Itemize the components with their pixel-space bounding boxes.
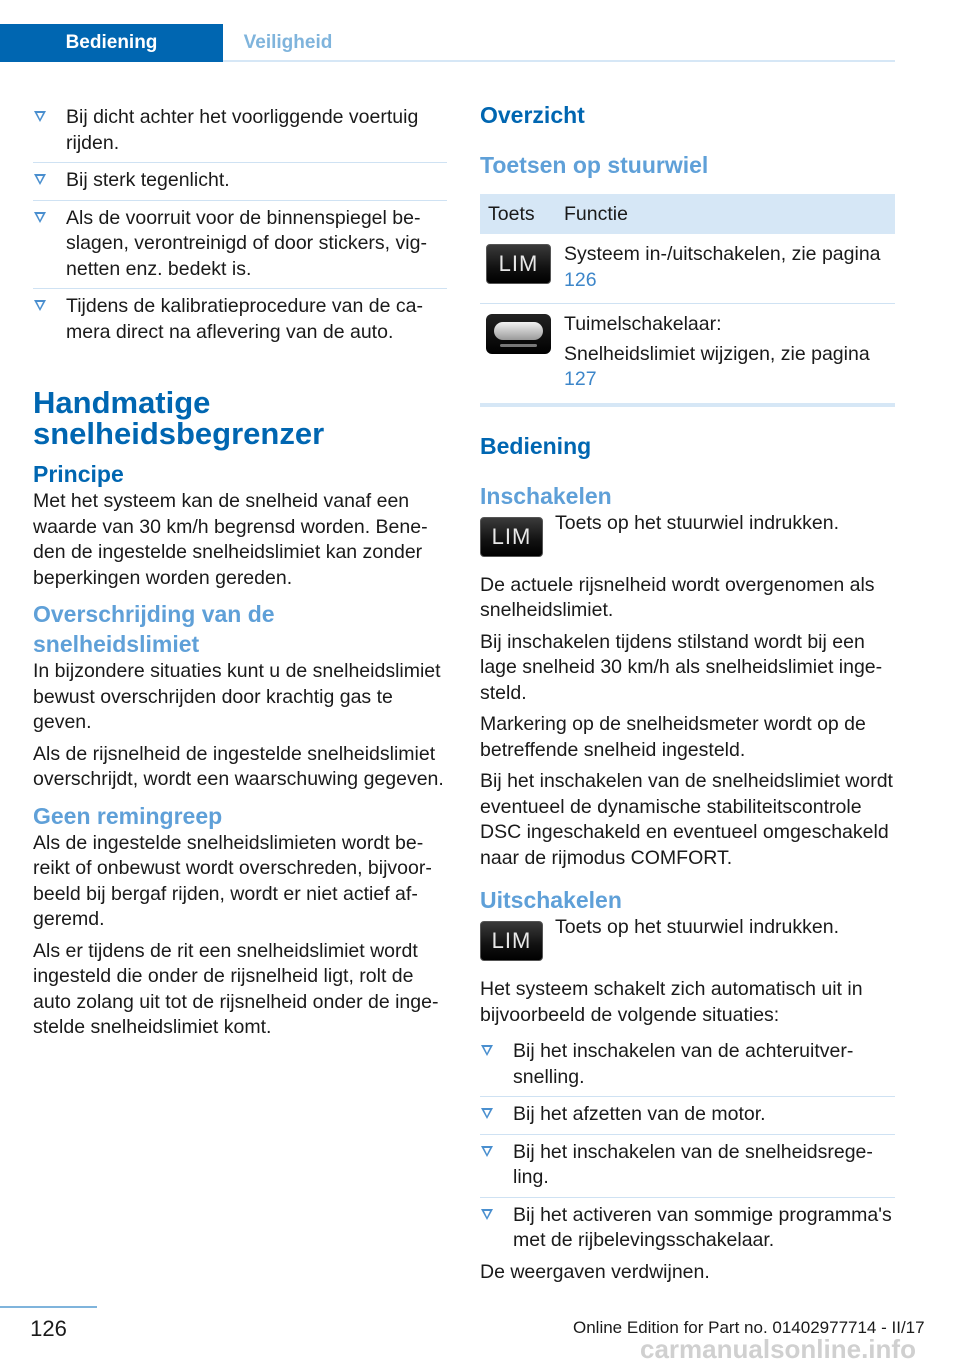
triangle-bullet-icon <box>34 174 46 185</box>
overschrijding-heading: Overschrijding van de snelheidslimiet <box>33 601 275 657</box>
triangle-bullet-icon <box>481 1045 493 1056</box>
keys-table <box>480 194 895 407</box>
triangle-bullet-icon <box>34 111 46 122</box>
remingreep-text-2: Als er tijdens de rit een snelheidslimiet wordt ingesteld die onder de rijsnelheid ligt, rolt de auto zolang uit tot de rijsnelheid onder de ingestelde snelheidslimiet komt. <box>33 939 439 1038</box>
triangle-bullet-icon <box>481 1146 493 1157</box>
list-item: Bij het inschakelen van de achteruitversnelling. <box>480 1034 895 1097</box>
bediening-heading: Bediening <box>480 432 592 459</box>
lim-button-icon: LIM <box>480 517 543 557</box>
list-item: Tijdens de kalibratieprocedure van de camera direct na aflevering van de auto. <box>33 289 447 351</box>
triangle-bullet-icon <box>481 1209 493 1220</box>
limitation-list <box>33 100 447 351</box>
triangle-bullet-icon <box>34 212 46 223</box>
page-reference-link[interactable]: 126 <box>564 268 597 291</box>
left-column <box>33 100 447 1047</box>
list-item: Bij dicht achter het voorliggende voertuig rijden. <box>33 100 447 163</box>
list-item: Bij het activeren van sommige programma's met de rijbelevingsschakelaar. <box>480 1198 895 1260</box>
column-header-toets: Toets <box>488 202 535 225</box>
uitschakelen-heading: Uitschakelen <box>480 887 622 913</box>
list-item: Als de voorruit voor de binnenspiegel beslagen, verontreinigd of door stickers, vignetten enz. bedekt is. <box>33 201 447 290</box>
table-header <box>480 194 895 234</box>
chapter-tabbar <box>0 24 895 62</box>
lim-button-icon: LIM <box>486 244 551 284</box>
list-item: Bij sterk tegenlicht. <box>33 163 447 201</box>
uitschakelen-instruction: LIM Toets op het stuurwiel indrukken. <box>480 915 895 961</box>
inschakelen-heading: Inschakelen <box>480 482 612 509</box>
list-item: Bij het afzetten van de motor. <box>480 1097 895 1135</box>
tab-bediening[interactable]: Bediening <box>0 24 223 62</box>
page-number: 126 <box>30 1316 67 1341</box>
remingreep-heading: Geen remingreep <box>33 802 223 829</box>
toetsen-heading: Toetsen op stuurwiel <box>480 152 709 178</box>
overschrijding-text-2: Als de rijsnelheid de ingestelde snelheidslimiet overschrijdt, wordt een waarschuwing gegeven. <box>33 742 444 790</box>
overzicht-heading: Overzicht <box>480 102 585 128</box>
deactivation-list <box>480 1034 895 1260</box>
principe-text: Met het systeem kan de snelheid vanaf een waarde van 30 km/h begrensd worden. Beneden de ingestelde snelheidslimiet kan zonder beperkingen worden gereden. <box>33 490 428 589</box>
table-row: Tuimelschakelaar: Snelheidslimiet wijzigen, zie pagina 127 <box>480 304 895 403</box>
rocker-switch-icon <box>486 314 551 354</box>
footer-divider <box>0 1306 97 1308</box>
inschakelen-instruction: LIM Toets op het stuurwiel indrukken. <box>480 511 895 557</box>
overschrijding-text-1: In bijzondere situaties kunt u de snelheidslimiet bewust overschrijden door krachtig gas te geven. <box>33 660 441 733</box>
watermark: carmanualsonline.info <box>640 1334 916 1362</box>
remingreep-text-1: Als de ingestelde snelheidslimieten wordt bereikt of onbewust wordt overschreden, bijvoorbeeld bij bergaf rijden, wordt er niet actief afgeremd. <box>33 831 432 930</box>
right-column: Overzicht Toetsen op stuurwiel Toets Functie LIM Systeem in-/uitschakelen, zie pagina 126 Tuimelschakelaar: Snelheidslimiet wijzigen, zie pagina 127 Bediening Inschakelen LIM Toets op het stuurwiel indrukken. De actuele rijsnelheid wordt overgenomen als snelheidslimiet. Bij inschakelen tijdens stilstand wordt bij een lage snelheid 30 km/h als snelheidslimiet ingesteld. Markering op de snelheidsmeter wordt op de betreffende snelheid ingesteld. Bij het inschakelen van de snelheidslimiet wordt eventueel de dynamische stabiliteitscontrole DSC ingeschakeld en eventueel omgeschakeld naar de rijmodus COMFORT. Uitschakelen LIM Toets op het stuurwiel indrukken. Het systeem schakelt zich automatisch uit in bijvoorbeeld de volgende situaties: Bij het inschakelen van de achteruitversnelling. Bij het afzetten van de motor. Bij het inschakelen van de snelheidsregeling. Bij het activeren van sommige programma's met de rijbelevingsschakelaar. De weergaven verdwijnen. <box>480 100 895 1291</box>
triangle-bullet-icon <box>34 300 46 311</box>
list-item: Bij het inschakelen van de snelheidsregeling. <box>480 1135 895 1198</box>
page-reference-link[interactable]: 127 <box>564 368 597 390</box>
column-header-functie: Functie <box>564 202 628 225</box>
principe-heading: Principe <box>33 461 124 487</box>
table-row: LIM Systeem in-/uitschakelen, zie pagina 126 <box>480 234 895 304</box>
edition-text: Online Edition for Part no. 01402977714 - II/17 <box>573 1318 925 1337</box>
section-title: Handmatige snelheidsbegrenzer <box>33 385 325 451</box>
lim-button-icon: LIM <box>480 921 543 961</box>
triangle-bullet-icon <box>481 1108 493 1119</box>
tab-veiligheid[interactable]: Veiligheid <box>243 32 333 53</box>
